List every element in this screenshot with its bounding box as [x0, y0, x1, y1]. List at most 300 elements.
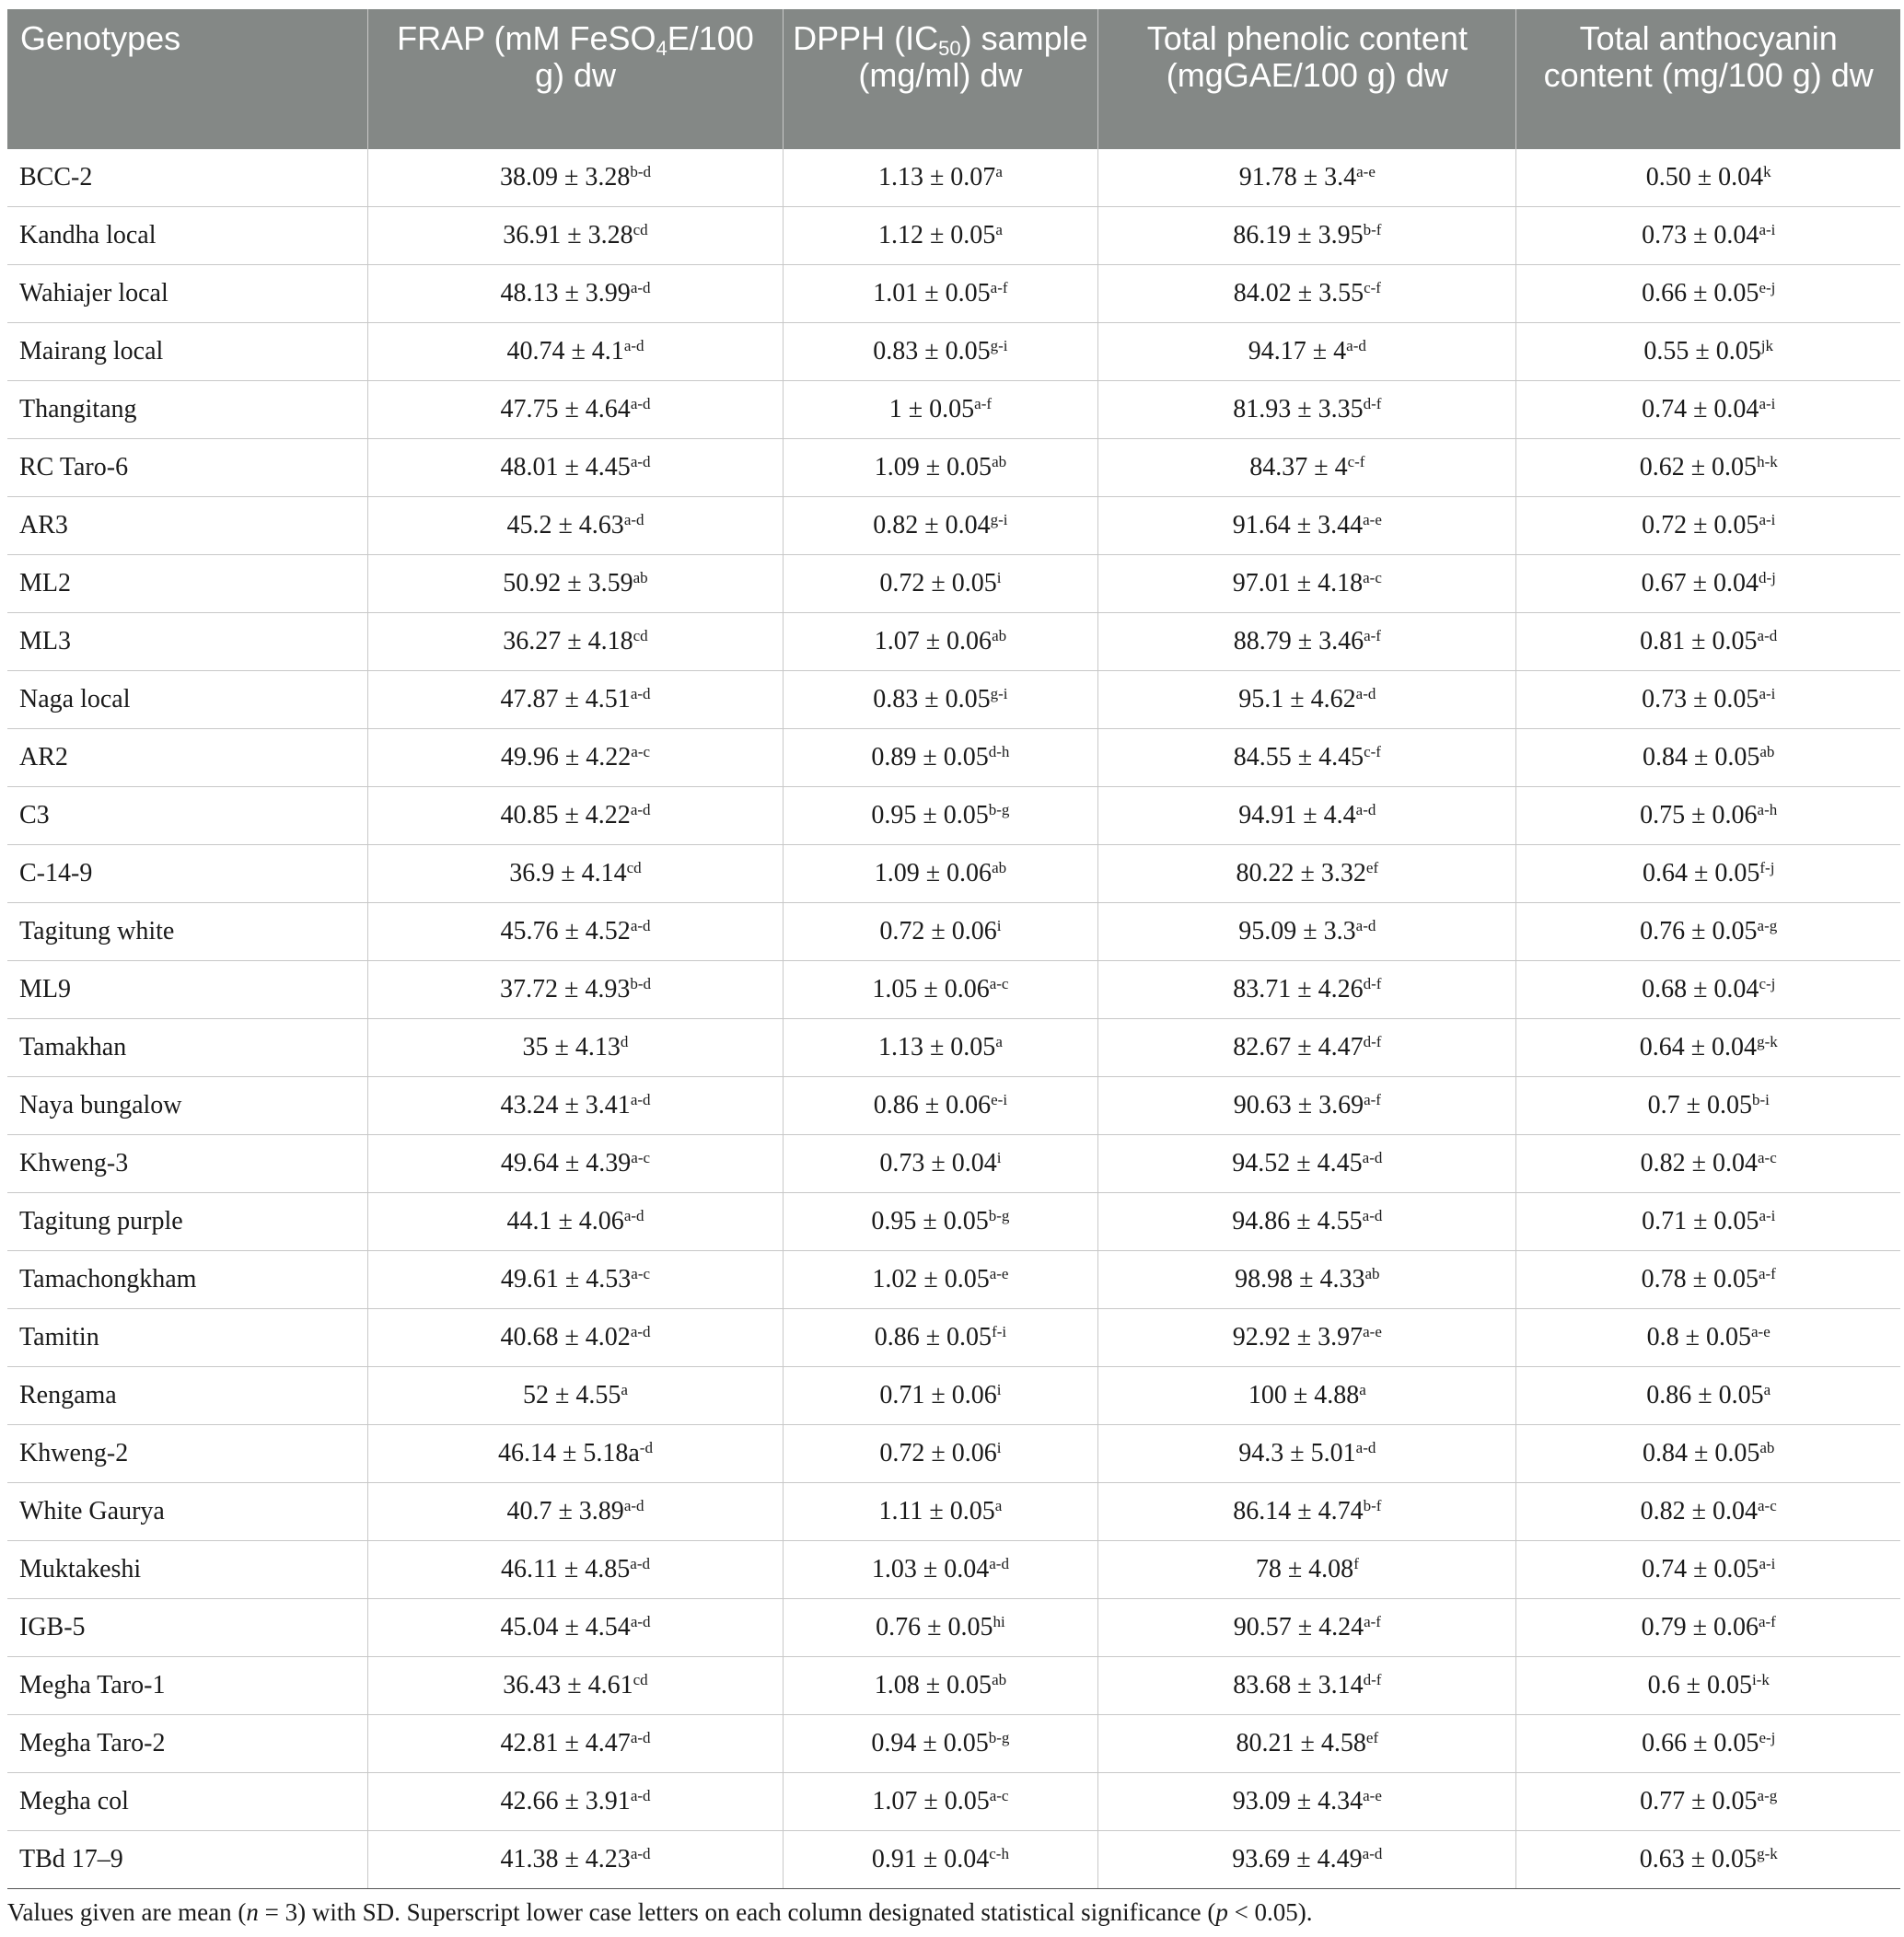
significance-letters: a-d	[630, 1729, 651, 1746]
significance-letters: ab	[992, 627, 1007, 644]
cell-value: 0.82 ± 0.04	[1640, 1149, 1759, 1177]
significance-letters: c-h	[989, 1845, 1009, 1862]
table-container	[7, 9, 1900, 1927]
anthocyanin-cell	[1516, 1309, 1900, 1367]
genotype-cell: C-14-9	[7, 845, 368, 903]
cell-value: 0.8 ± 0.05	[1646, 1323, 1752, 1351]
dpph-cell	[783, 265, 1098, 323]
cell-value: 0.73 ± 0.04	[879, 1149, 997, 1177]
significance-letters: a-c	[989, 975, 1009, 992]
cell-value: 97.01 ± 4.18	[1232, 569, 1364, 597]
phenolic-cell	[1098, 903, 1516, 961]
anthocyanin-cell	[1516, 1715, 1900, 1773]
significance-letters: a-d	[630, 453, 651, 470]
significance-letters: a-d	[1355, 1439, 1376, 1456]
significance-letters: d-f	[1363, 975, 1382, 992]
anthocyanin-cell	[1516, 903, 1900, 961]
dpph-cell	[783, 1309, 1098, 1367]
anthocyanin-cell	[1516, 1077, 1900, 1135]
genotype-cell: AR3	[7, 497, 368, 555]
cell-value: 0.81 ± 0.05	[1640, 627, 1758, 655]
anthocyanin-cell	[1516, 613, 1900, 671]
cell-value: 0.84 ± 0.05	[1643, 743, 1760, 771]
table-row	[7, 207, 1900, 265]
cell-value: 0.95 ± 0.05	[871, 1207, 989, 1235]
anthocyanin-cell	[1516, 1251, 1900, 1309]
significance-letters: ab	[992, 1671, 1007, 1688]
cell-value: 0.77 ± 0.05	[1640, 1787, 1758, 1815]
dpph-cell	[783, 381, 1098, 439]
cell-value: 47.75 ± 4.64	[500, 395, 631, 423]
significance-letters: a-e	[1363, 1323, 1382, 1340]
table-row	[7, 1425, 1900, 1483]
genotype-cell: RC Taro-6	[7, 439, 368, 497]
dpph-cell	[783, 729, 1098, 787]
table-row	[7, 555, 1900, 613]
dpph-cell	[783, 1135, 1098, 1193]
table-row	[7, 1251, 1900, 1309]
significance-letters: cd	[633, 221, 648, 238]
cell-value: 0.91 ± 0.04	[871, 1845, 990, 1873]
significance-letters: a-c	[1758, 1149, 1777, 1166]
dpph-cell	[783, 149, 1098, 207]
significance-letters: a-e	[1363, 1787, 1382, 1804]
frap-cell	[368, 1773, 783, 1831]
significance-letters: a-d	[630, 1323, 651, 1340]
cell-value: 0.94 ± 0.05	[871, 1729, 989, 1757]
cell-value: 45.2 ± 4.63	[506, 511, 624, 539]
genotype-cell: Khweng-2	[7, 1425, 368, 1483]
significance-letters: ab	[992, 453, 1007, 470]
significance-letters: a-c	[1758, 1497, 1777, 1514]
cell-value: 1 ± 0.05	[888, 395, 975, 423]
header-phenolic: Total phenolic content (mgGAE/100 g) dw	[1098, 9, 1516, 149]
phenolic-cell	[1098, 961, 1516, 1019]
significance-letters: ab	[1364, 1265, 1380, 1282]
frap-cell	[368, 903, 783, 961]
frap-cell	[368, 265, 783, 323]
cell-value: 48.01 ± 4.45	[500, 453, 631, 481]
table-row	[7, 1831, 1900, 1889]
frap-cell	[368, 1251, 783, 1309]
dpph-cell	[783, 207, 1098, 265]
genotype-cell: ML3	[7, 613, 368, 671]
significance-letters: f	[1353, 1555, 1359, 1572]
frap-cell	[368, 613, 783, 671]
significance-letters: a-c	[631, 1149, 651, 1166]
anthocyanin-cell	[1516, 1193, 1900, 1251]
cell-value: 84.02 ± 3.55	[1233, 279, 1364, 307]
frap-cell	[368, 845, 783, 903]
significance-letters: c-f	[1364, 279, 1381, 296]
cell-value: 0.78 ± 0.05	[1641, 1265, 1759, 1293]
significance-letters: a-d	[630, 801, 651, 818]
genotype-cell: Mairang local	[7, 323, 368, 381]
phenolic-cell	[1098, 1193, 1516, 1251]
cell-value: 37.72 ± 4.93	[499, 975, 631, 1003]
table-row	[7, 381, 1900, 439]
significance-letters: d-h	[988, 743, 1010, 760]
significance-letters: a	[621, 1381, 628, 1398]
significance-letters: a-e	[1751, 1323, 1770, 1340]
table-row	[7, 439, 1900, 497]
frap-cell	[368, 1657, 783, 1715]
dpph-cell	[783, 903, 1098, 961]
cell-value: 1.05 ± 0.06	[872, 975, 990, 1003]
frap-cell	[368, 1193, 783, 1251]
anthocyanin-cell	[1516, 207, 1900, 265]
cell-value: 42.81 ± 4.47	[500, 1729, 631, 1757]
cell-value: 0.66 ± 0.05	[1642, 1729, 1759, 1757]
genotype-cell: Thangitang	[7, 381, 368, 439]
genotype-cell: Tamachongkham	[7, 1251, 368, 1309]
table-row	[7, 1019, 1900, 1077]
dpph-cell	[783, 1483, 1098, 1541]
significance-letters: b-g	[988, 801, 1010, 818]
phenolic-cell	[1098, 1657, 1516, 1715]
table-row	[7, 1077, 1900, 1135]
significance-letters: a	[995, 221, 1003, 238]
phenolic-cell	[1098, 265, 1516, 323]
significance-letters: ab	[1759, 743, 1775, 760]
dpph-cell	[783, 1657, 1098, 1715]
table-row	[7, 903, 1900, 961]
genotype-cell: Megha col	[7, 1773, 368, 1831]
cell-value: 46.11 ± 4.85	[500, 1555, 631, 1583]
significance-letters: ab	[633, 569, 648, 586]
cell-value: 0.76 ± 0.05	[1640, 917, 1758, 945]
significance-letters: a	[995, 163, 1003, 180]
cell-value: 0.72 ± 0.05	[1642, 511, 1759, 539]
data-table	[7, 9, 1900, 1889]
significance-letters: d	[620, 1033, 629, 1050]
cell-value: 0.95 ± 0.05	[871, 801, 989, 829]
significance-letters: b-f	[1363, 221, 1382, 238]
anthocyanin-cell	[1516, 1425, 1900, 1483]
phenolic-cell	[1098, 1599, 1516, 1657]
cell-value: 50.92 ± 3.59	[503, 569, 633, 597]
genotype-cell: ML9	[7, 961, 368, 1019]
phenolic-cell	[1098, 1019, 1516, 1077]
cell-value: 36.91 ± 3.28	[503, 221, 633, 249]
dpph-cell	[783, 323, 1098, 381]
phenolic-cell	[1098, 497, 1516, 555]
cell-value: 0.55 ± 0.05	[1643, 337, 1761, 365]
frap-cell	[368, 323, 783, 381]
frap-cell	[368, 671, 783, 729]
phenolic-cell	[1098, 729, 1516, 787]
significance-letters: ab	[1759, 1439, 1775, 1456]
cell-value: 78 ± 4.08	[1255, 1555, 1354, 1583]
cell-value: 84.55 ± 4.45	[1233, 743, 1364, 771]
phenolic-cell	[1098, 1367, 1516, 1425]
frap-cell	[368, 1425, 783, 1483]
genotype-cell: Megha Taro-2	[7, 1715, 368, 1773]
significance-letters: a-i	[1759, 221, 1776, 238]
cell-value: 45.04 ± 4.54	[500, 1613, 631, 1641]
genotype-cell: ML2	[7, 555, 368, 613]
dpph-cell	[783, 1831, 1098, 1889]
phenolic-cell	[1098, 439, 1516, 497]
significance-letters: a-d	[623, 337, 644, 354]
anthocyanin-cell	[1516, 1541, 1900, 1599]
genotype-cell: Naya bungalow	[7, 1077, 368, 1135]
genotype-cell: Tamakhan	[7, 1019, 368, 1077]
dpph-cell	[783, 1715, 1098, 1773]
dpph-cell	[783, 613, 1098, 671]
cell-value: 0.71 ± 0.06	[879, 1381, 997, 1409]
frap-cell	[368, 1019, 783, 1077]
cell-value: 94.17 ± 4	[1248, 337, 1347, 365]
dpph-cell	[783, 1599, 1098, 1657]
cell-value: 0.86 ± 0.05	[874, 1323, 993, 1351]
cell-value: 0.7 ± 0.05	[1647, 1091, 1752, 1119]
cell-value: 0.73 ± 0.05	[1642, 685, 1759, 713]
dpph-cell	[783, 845, 1098, 903]
anthocyanin-cell	[1516, 729, 1900, 787]
table-row	[7, 1715, 1900, 1773]
significance-letters: a-e	[1363, 511, 1382, 528]
significance-letters: i	[996, 569, 1002, 586]
significance-letters: g-k	[1757, 1033, 1778, 1050]
anthocyanin-cell	[1516, 845, 1900, 903]
cell-value: 1.08 ± 0.05	[874, 1671, 993, 1699]
significance-letters: a-f	[1364, 1613, 1381, 1630]
phenolic-cell	[1098, 207, 1516, 265]
dpph-cell	[783, 1077, 1098, 1135]
significance-letters: a-d	[630, 1091, 651, 1108]
table-row	[7, 671, 1900, 729]
genotype-cell: Tagitung purple	[7, 1193, 368, 1251]
significance-letters: d-j	[1758, 569, 1776, 586]
cell-value: 0.83 ± 0.05	[873, 337, 991, 365]
frap-cell	[368, 729, 783, 787]
cell-value: 1.12 ± 0.05	[877, 221, 996, 249]
cell-value: 40.74 ± 4.1	[506, 337, 624, 365]
significance-letters: a-d	[630, 1845, 651, 1862]
frap-cell	[368, 439, 783, 497]
cell-value: 0.82 ± 0.04	[873, 511, 991, 539]
significance-letters: d-f	[1363, 1671, 1382, 1688]
frap-cell	[368, 1135, 783, 1193]
genotype-cell: Khweng-3	[7, 1135, 368, 1193]
genotype-cell: Tamitin	[7, 1309, 368, 1367]
significance-letters: a-i	[1759, 511, 1776, 528]
cell-value: 45.76 ± 4.52	[500, 917, 631, 945]
dpph-cell	[783, 1773, 1098, 1831]
dpph-cell	[783, 787, 1098, 845]
cell-value: 49.96 ± 4.22	[500, 743, 632, 771]
significance-letters: a-g	[1757, 1787, 1778, 1804]
cell-value: 86.14 ± 4.74	[1233, 1497, 1364, 1525]
significance-letters: g-i	[990, 337, 1008, 354]
genotype-cell: Megha Taro-1	[7, 1657, 368, 1715]
significance-letters: a-d	[630, 395, 651, 412]
significance-letters: a	[995, 1033, 1003, 1050]
anthocyanin-cell	[1516, 787, 1900, 845]
significance-letters: a-f	[1758, 1613, 1776, 1630]
significance-letters: g-i	[990, 685, 1008, 702]
cell-value: 0.67 ± 0.04	[1641, 569, 1759, 597]
significance-letters: cd	[633, 627, 648, 644]
cell-value: 0.74 ± 0.05	[1642, 1555, 1759, 1583]
cell-value: 52 ± 4.55	[523, 1381, 621, 1409]
cell-value: 43.24 ± 3.41	[500, 1091, 631, 1119]
table-body	[7, 149, 1900, 1889]
cell-value: 1.03 ± 0.04	[871, 1555, 990, 1583]
significance-letters: c-f	[1364, 743, 1381, 760]
phenolic-cell	[1098, 1251, 1516, 1309]
significance-letters: -d	[639, 1439, 653, 1456]
dpph-cell	[783, 555, 1098, 613]
significance-letters: a-e	[1356, 163, 1376, 180]
phenolic-cell	[1098, 381, 1516, 439]
significance-letters: f-i	[992, 1323, 1007, 1340]
cell-value: 0.63 ± 0.05	[1639, 1845, 1758, 1873]
significance-letters: a-c	[1363, 569, 1382, 586]
cell-value: 0.62 ± 0.05	[1639, 453, 1758, 481]
anthocyanin-cell	[1516, 323, 1900, 381]
cell-value: 49.64 ± 4.39	[500, 1149, 632, 1177]
genotype-cell: Tagitung white	[7, 903, 368, 961]
dpph-cell	[783, 1541, 1098, 1599]
table-row	[7, 1773, 1900, 1831]
significance-letters: i	[996, 1439, 1002, 1456]
table-row	[7, 149, 1900, 207]
anthocyanin-cell	[1516, 149, 1900, 207]
significance-letters: a-f	[1364, 1091, 1381, 1108]
dpph-cell	[783, 1425, 1098, 1483]
cell-value: 1.07 ± 0.06	[874, 627, 993, 655]
dpph-cell	[783, 961, 1098, 1019]
frap-cell	[368, 381, 783, 439]
significance-letters: e-j	[1759, 279, 1776, 296]
frap-cell	[368, 1077, 783, 1135]
dpph-cell	[783, 1251, 1098, 1309]
cell-value: 0.74 ± 0.04	[1642, 395, 1759, 423]
significance-letters: f-j	[1759, 859, 1775, 876]
cell-value: 92.92 ± 3.97	[1232, 1323, 1364, 1351]
cell-value: 0.64 ± 0.05	[1643, 859, 1760, 887]
cell-value: 0.89 ± 0.05	[871, 743, 989, 771]
cell-value: 35 ± 4.13	[522, 1033, 621, 1061]
cell-value: 91.78 ± 3.4	[1238, 163, 1357, 191]
cell-value: 42.66 ± 3.91	[500, 1787, 631, 1815]
significance-letters: a-d	[1362, 1149, 1383, 1166]
cell-value: 0.72 ± 0.06	[879, 1439, 997, 1467]
cell-value: 40.85 ± 4.22	[500, 801, 631, 829]
cell-value: 47.87 ± 4.51	[500, 685, 631, 713]
frap-cell	[368, 1367, 783, 1425]
significance-letters: a-c	[631, 743, 651, 760]
phenolic-cell	[1098, 1135, 1516, 1193]
frap-cell	[368, 961, 783, 1019]
cell-value: 80.21 ± 4.58	[1236, 1729, 1366, 1757]
cell-value: 83.68 ± 3.14	[1233, 1671, 1364, 1699]
significance-letters: a-d	[989, 1555, 1009, 1572]
phenolic-cell	[1098, 149, 1516, 207]
significance-letters: i-k	[1751, 1671, 1770, 1688]
cell-value: 38.09 ± 3.28	[499, 163, 631, 191]
phenolic-cell	[1098, 787, 1516, 845]
cell-value: 1.02 ± 0.05	[872, 1265, 990, 1293]
significance-letters: e-j	[1759, 1729, 1776, 1746]
significance-letters: d-f	[1363, 1033, 1382, 1050]
cell-value: 36.43 ± 4.61	[503, 1671, 633, 1699]
header-dpph: DPPH $(IC_{50})$ sample (mg/ml) dw	[783, 9, 1098, 149]
table-footnote: Values given are mean (n = 3) with SD. Superscript lower case letters on each column designated statistical significance (p < 0.05).	[7, 1898, 1313, 1926]
anthocyanin-cell	[1516, 439, 1900, 497]
dpph-cell	[783, 1019, 1098, 1077]
significance-letters: a-d	[1757, 627, 1778, 644]
significance-letters: a	[994, 1497, 1003, 1514]
significance-letters: a	[1763, 1381, 1771, 1398]
cell-value: 0.50 ± 0.04	[1645, 163, 1764, 191]
significance-letters: c-j	[1759, 975, 1776, 992]
significance-letters: a-d	[1346, 337, 1366, 354]
significance-letters: a	[1359, 1381, 1366, 1398]
genotype-cell: IGB-5	[7, 1599, 368, 1657]
genotype-cell: Rengama	[7, 1367, 368, 1425]
cell-value: 0.64 ± 0.04	[1639, 1033, 1758, 1061]
significance-letters: h-k	[1757, 453, 1778, 470]
significance-letters: a-d	[623, 511, 644, 528]
cell-value: 1.13 ± 0.07	[877, 163, 996, 191]
cell-value: 86.19 ± 3.95	[1233, 221, 1364, 249]
significance-letters: ef	[1365, 1729, 1379, 1746]
significance-letters: i	[996, 1381, 1002, 1398]
cell-value: 0.66 ± 0.05	[1642, 279, 1759, 307]
anthocyanin-cell	[1516, 555, 1900, 613]
cell-value: 40.7 ± 3.89	[506, 1497, 624, 1525]
significance-letters: a-f	[990, 279, 1008, 296]
significance-letters: jk	[1760, 337, 1774, 354]
cell-value: 1.09 ± 0.05	[874, 453, 993, 481]
table-row	[7, 1599, 1900, 1657]
table-row	[7, 1193, 1900, 1251]
cell-value: 93.69 ± 4.49	[1232, 1845, 1363, 1873]
cell-value: 36.27 ± 4.18	[503, 627, 633, 655]
significance-letters: a-g	[1757, 917, 1778, 934]
phenolic-cell	[1098, 1541, 1516, 1599]
significance-letters: b-g	[988, 1729, 1010, 1746]
frap-cell	[368, 1715, 783, 1773]
cell-value: 90.57 ± 4.24	[1233, 1613, 1364, 1641]
significance-letters: a-d	[630, 1787, 651, 1804]
significance-letters: b-i	[1751, 1091, 1770, 1108]
header-genotypes: Genotypes	[7, 9, 368, 149]
genotype-cell: BCC-2	[7, 149, 368, 207]
significance-letters: cd	[633, 1671, 648, 1688]
phenolic-cell	[1098, 555, 1516, 613]
significance-letters: a-d	[1355, 685, 1376, 702]
phenolic-cell	[1098, 845, 1516, 903]
table-row	[7, 961, 1900, 1019]
cell-value: 95.1 ± 4.62	[1238, 685, 1356, 713]
genotype-cell: AR2	[7, 729, 368, 787]
table-row	[7, 1657, 1900, 1715]
table-row	[7, 265, 1900, 323]
significance-letters: a-d	[1362, 1845, 1383, 1862]
table-row	[7, 1309, 1900, 1367]
significance-letters: a-i	[1759, 395, 1776, 412]
significance-letters: a-d	[1355, 917, 1376, 934]
cell-value: 94.91 ± 4.4	[1238, 801, 1356, 829]
phenolic-cell	[1098, 1077, 1516, 1135]
significance-letters: a-d	[623, 1207, 644, 1224]
cell-value: 48.13 ± 3.99	[500, 279, 631, 307]
cell-value: 36.9 ± 4.14	[509, 859, 627, 887]
